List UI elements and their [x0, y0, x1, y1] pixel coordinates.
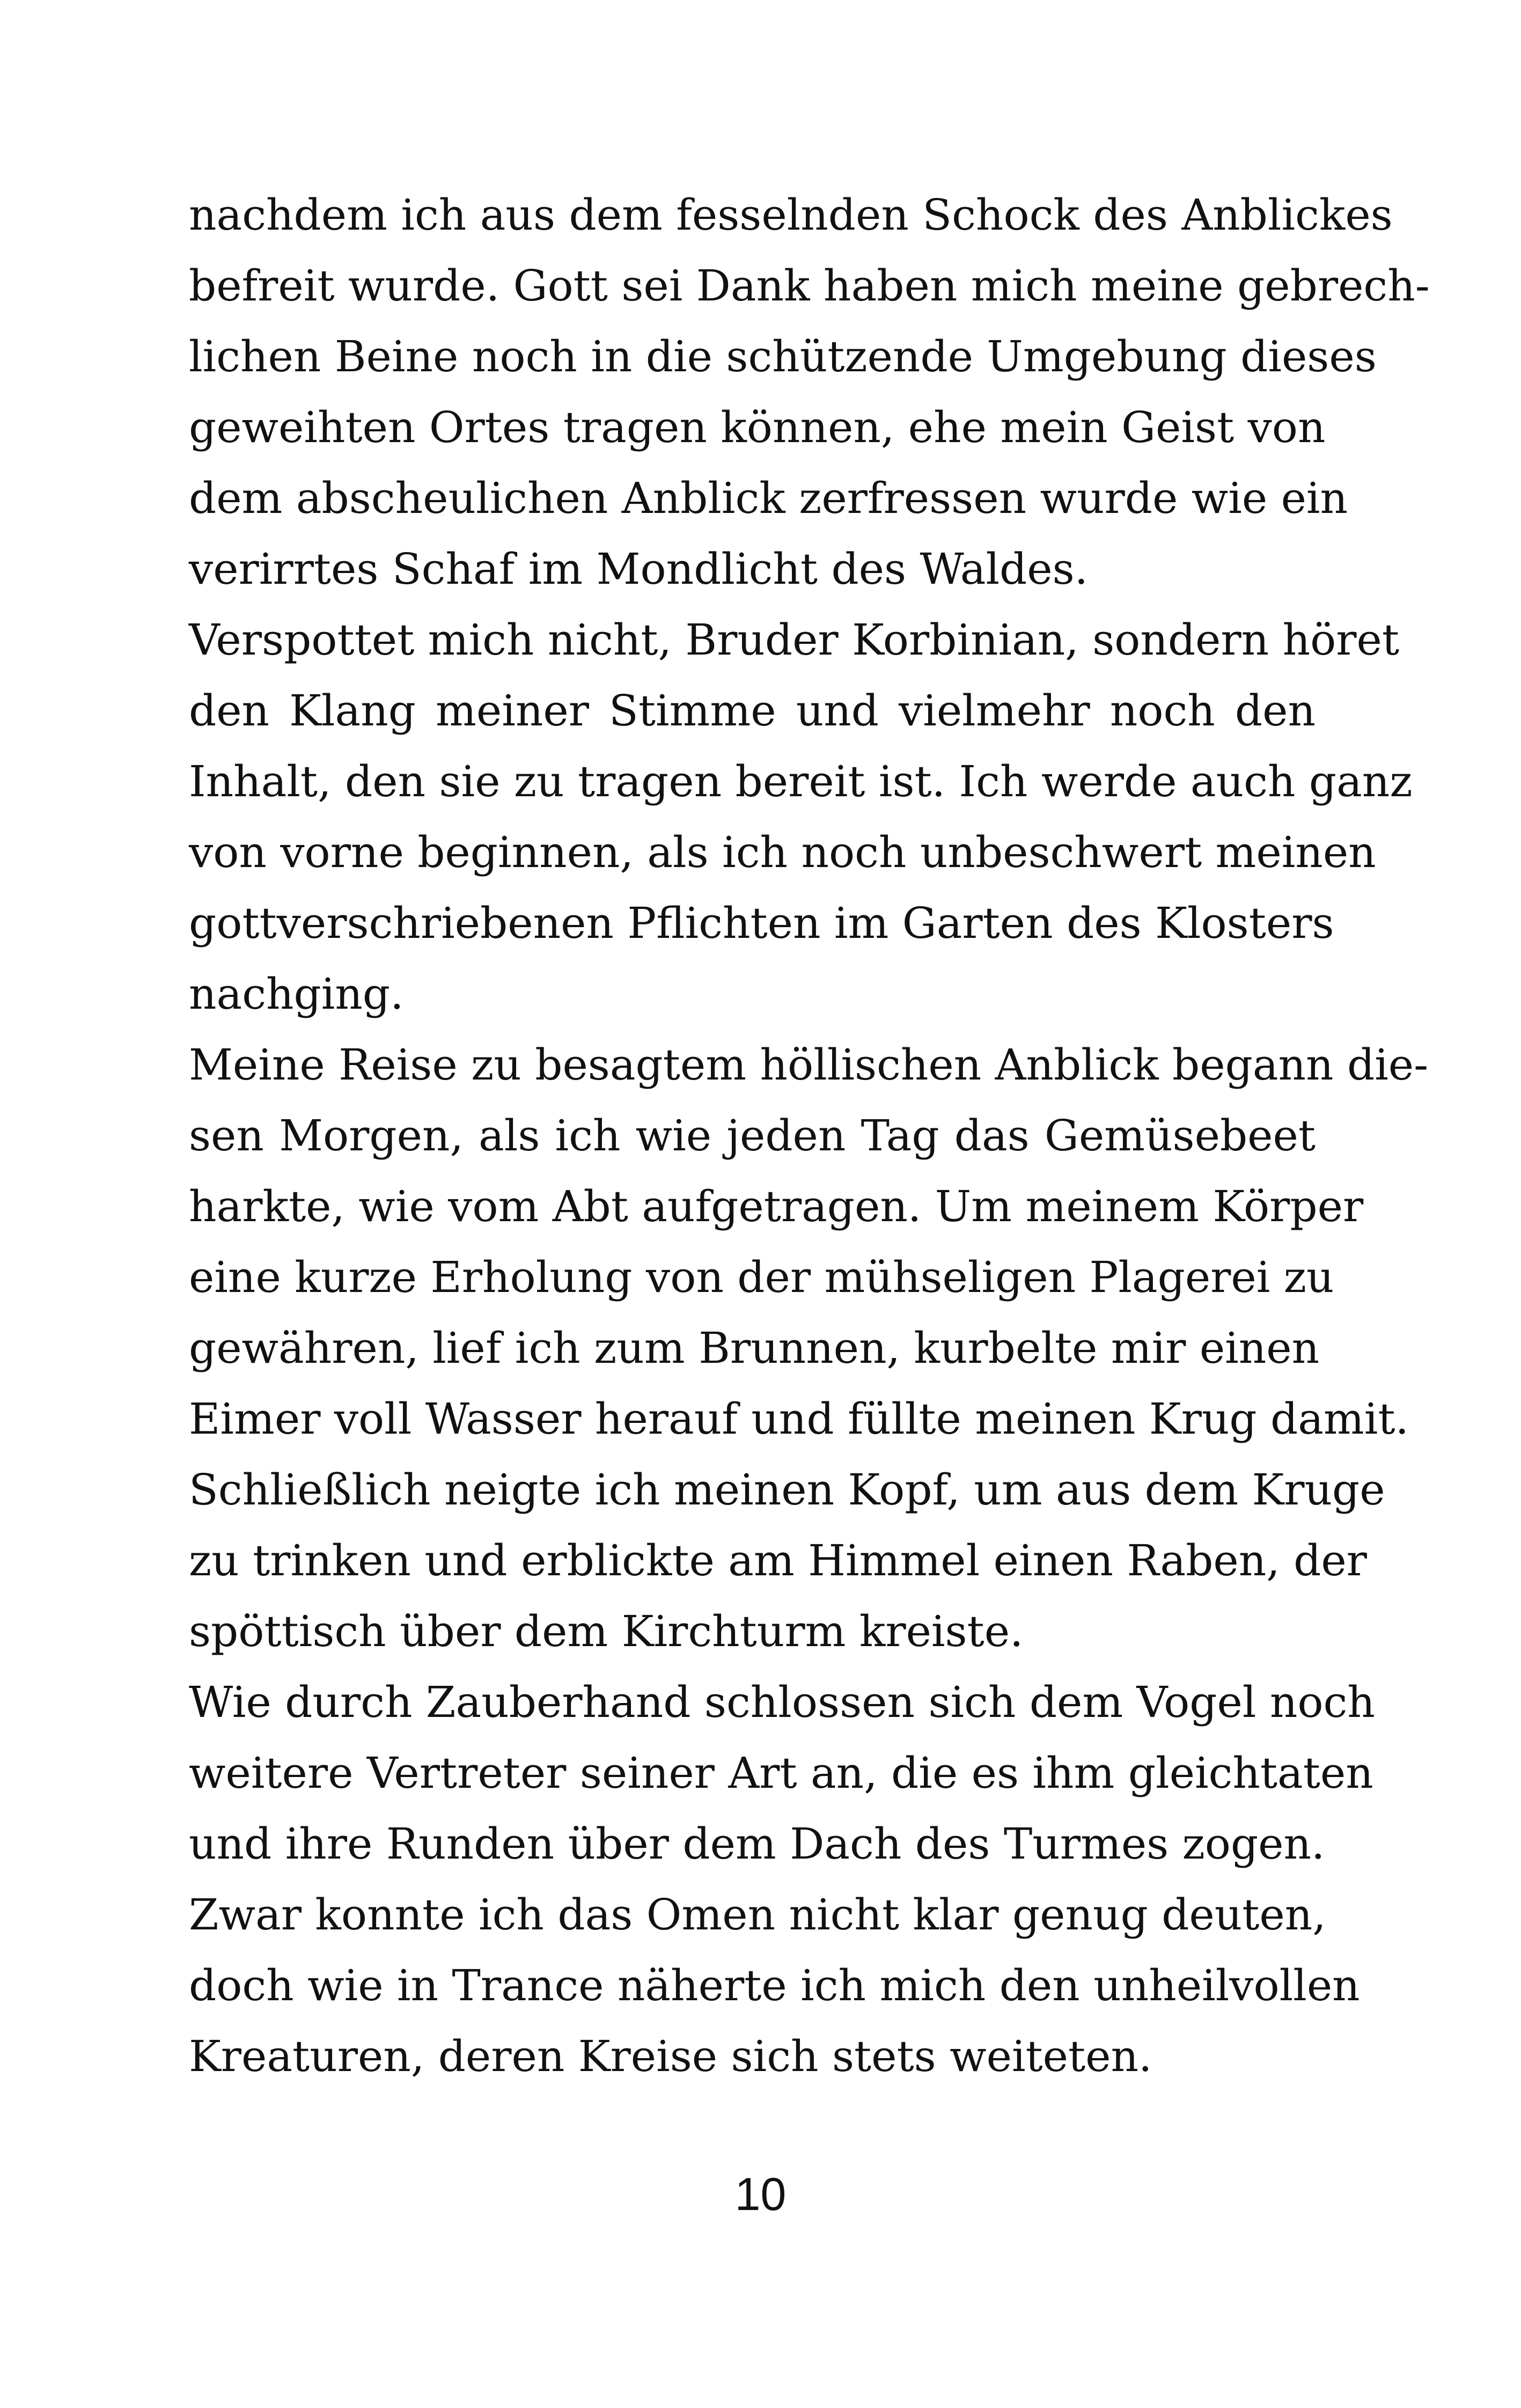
text-line: gottverschriebenen Pflichten im Garten des Klosters — [189, 898, 1334, 948]
text-line: und ihre Runden über dem Dach des Turmes zogen. — [189, 1819, 1325, 1869]
text-line: Meine Reise zu besagtem höllischen Anblick begann die- — [189, 1040, 1429, 1090]
paragraph-2 — [189, 605, 1413, 1030]
text-line: Zwar konnte ich das Omen nicht klar genug deuten, — [189, 1890, 1326, 1940]
text-line: Kreaturen, deren Kreise sich stets weiteten. — [189, 2031, 1152, 2081]
text-line: Verspottet mich nicht, Bruder Korbinian, sondern höret — [189, 615, 1400, 665]
text-line: Inhalt, den sie zu tragen bereit ist. Ich werde auch ganz — [189, 757, 1413, 806]
text-line: sen Morgen, als ich wie jeden Tag das Gemüsebeet — [189, 1111, 1316, 1161]
text-line: weitere Vertreter seiner Art an, die es ihm gleichtaten — [189, 1748, 1373, 1798]
paragraph-3 — [189, 1030, 1429, 1667]
text-line: gewähren, lief ich zum Brunnen, kurbelte mir einen — [189, 1323, 1320, 1373]
text-line: den Klang meiner Stimme und vielmehr noch den — [189, 686, 1316, 736]
text-line: doch wie in Trance näherte ich mich den unheilvollen — [189, 1961, 1360, 2010]
text-line: harkte, wie vom Abt aufgetragen. Um meinem Körper — [189, 1181, 1364, 1231]
text-line: nachging. — [189, 969, 404, 1019]
page-number: 10 — [734, 2169, 787, 2220]
paragraph-1 — [189, 180, 1430, 605]
text-line: Schließlich neigte ich meinen Kopf, um aus dem Kruge — [189, 1465, 1385, 1515]
text-line: Eimer voll Wasser herauf und füllte meinen Krug damit. — [189, 1394, 1409, 1444]
text-line: dem abscheulichen Anblick zerfressen wurde wie ein — [189, 473, 1348, 523]
text-line: zu trinken und erblickte am Himmel einen Raben, der — [189, 1536, 1367, 1585]
text-line: eine kurze Erholung von der mühseligen Plagerei zu — [189, 1252, 1334, 1302]
text-line: von vorne beginnen, als ich noch unbeschwert meinen — [189, 827, 1376, 877]
text-line: spöttisch über dem Kirchturm kreiste. — [189, 1606, 1024, 1656]
text-line: lichen Beine noch in die schützende Umgebung dieses — [189, 332, 1377, 381]
text-line: verirrtes Schaf im Mondlicht des Waldes. — [189, 544, 1089, 594]
paragraph-4 — [189, 1667, 1375, 2092]
text-line: nachdem ich aus dem fesselnden Schock des Anblickes — [189, 190, 1393, 240]
text-line: befreit wurde. Gott sei Dank haben mich meine gebrech- — [189, 261, 1430, 311]
body-text — [189, 180, 1430, 2092]
text-line: geweihten Ortes tragen können, ehe mein Geist von — [189, 402, 1326, 452]
text-line: Wie durch Zauberhand schlossen sich dem Vogel noch — [189, 1677, 1375, 1727]
